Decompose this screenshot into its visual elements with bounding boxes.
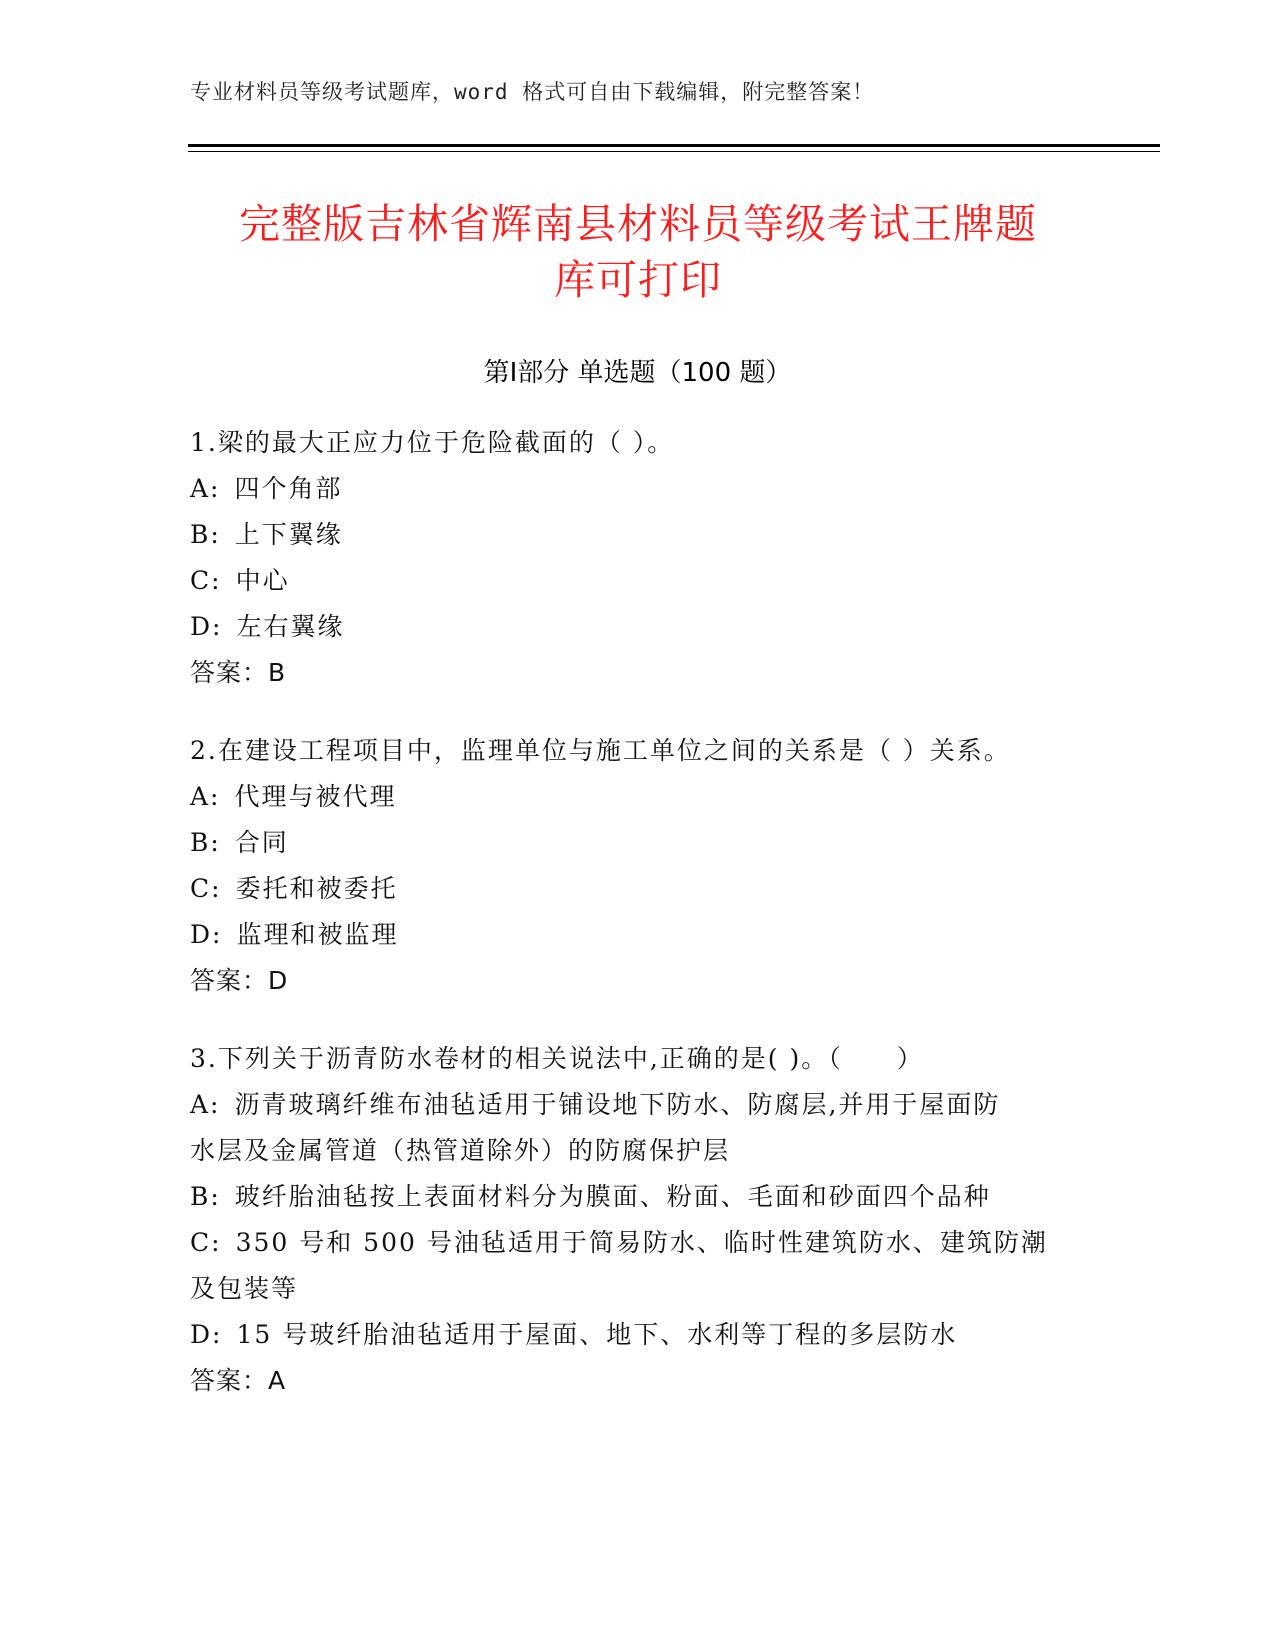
answer: 答案：B bbox=[190, 658, 287, 687]
option-c-continued: 及包装等 bbox=[190, 1274, 299, 1303]
question-2 bbox=[190, 728, 1070, 1004]
option-c bbox=[190, 1220, 1070, 1266]
answer: 答案：A bbox=[190, 1366, 287, 1395]
question-stem: 2.在建设工程项目中，监理单位与施工单位之间的关系是（ ）关系。 bbox=[190, 736, 1011, 765]
option-key: D: bbox=[190, 1320, 223, 1349]
section-title: 第Ⅰ部分 单选题（100 题） bbox=[483, 358, 792, 388]
option-a bbox=[190, 774, 1070, 820]
option-d bbox=[190, 912, 1070, 958]
option-key: A: bbox=[190, 782, 221, 811]
option-text: 合同 bbox=[234, 828, 289, 857]
option-c bbox=[190, 866, 1070, 912]
option-text: 上下翼缘 bbox=[234, 520, 343, 549]
question-stem: 3.下列关于沥青防水卷材的相关说法中,正确的是( )。（ ） bbox=[190, 1044, 924, 1073]
question-1 bbox=[190, 420, 1070, 696]
option-key: B: bbox=[190, 828, 221, 857]
document-title bbox=[190, 196, 1086, 308]
option-text: 代理与被代理 bbox=[234, 782, 397, 811]
option-text: 监理和被监理 bbox=[236, 920, 399, 949]
option-key: C: bbox=[190, 566, 222, 595]
option-text: 左右翼缘 bbox=[236, 612, 345, 641]
option-text: 委托和被委托 bbox=[235, 874, 398, 903]
option-key: C: bbox=[190, 1228, 222, 1257]
option-key: C: bbox=[190, 874, 222, 903]
header-note: 专业材料员等级考试题库，word 格式可自由下载编辑，附完整答案！ bbox=[190, 80, 875, 104]
option-key: B: bbox=[190, 520, 221, 549]
option-a bbox=[190, 1082, 1070, 1128]
option-c bbox=[190, 558, 1070, 604]
option-text: 中心 bbox=[235, 566, 290, 595]
header-rule-thin bbox=[188, 151, 1160, 152]
option-b bbox=[190, 1174, 1070, 1220]
option-d bbox=[190, 604, 1070, 650]
option-d bbox=[190, 1312, 1070, 1358]
option-b bbox=[190, 820, 1070, 866]
option-key: A: bbox=[190, 1090, 221, 1119]
option-b bbox=[190, 512, 1070, 558]
document-title-line1: 完整版吉林省辉南县材料员等级考试王牌题 bbox=[239, 200, 1037, 248]
question-stem: 1.梁的最大正应力位于危险截面的（ ）。 bbox=[190, 428, 675, 457]
option-a bbox=[190, 466, 1070, 512]
option-key: A: bbox=[190, 474, 221, 503]
option-key: B: bbox=[190, 1182, 221, 1211]
option-text: 350 号和 500 号油毡适用于简易防水、临时性建筑防水、建筑防潮 bbox=[235, 1228, 1048, 1257]
option-text: 沥青玻璃纤维布油毡适用于铺设地下防水、防腐层,并用于屋面防 bbox=[234, 1090, 1001, 1119]
option-key: D: bbox=[190, 920, 223, 949]
option-a-continued: 水层及金属管道（热管道除外）的防腐保护层 bbox=[190, 1136, 731, 1165]
option-key: D: bbox=[190, 612, 223, 641]
answer: 答案：D bbox=[190, 966, 289, 995]
option-text: 玻纤胎油毡按上表面材料分为膜面、粉面、毛面和砂面四个品种 bbox=[234, 1182, 991, 1211]
option-text: 15 号玻纤胎油毡适用于屋面、地下、水利等丁程的多层防水 bbox=[236, 1320, 958, 1349]
header-rule-thick bbox=[188, 144, 1160, 147]
option-text: 四个角部 bbox=[234, 474, 343, 503]
document-title-line2: 库可打印 bbox=[554, 256, 722, 304]
question-3 bbox=[190, 1036, 1070, 1404]
